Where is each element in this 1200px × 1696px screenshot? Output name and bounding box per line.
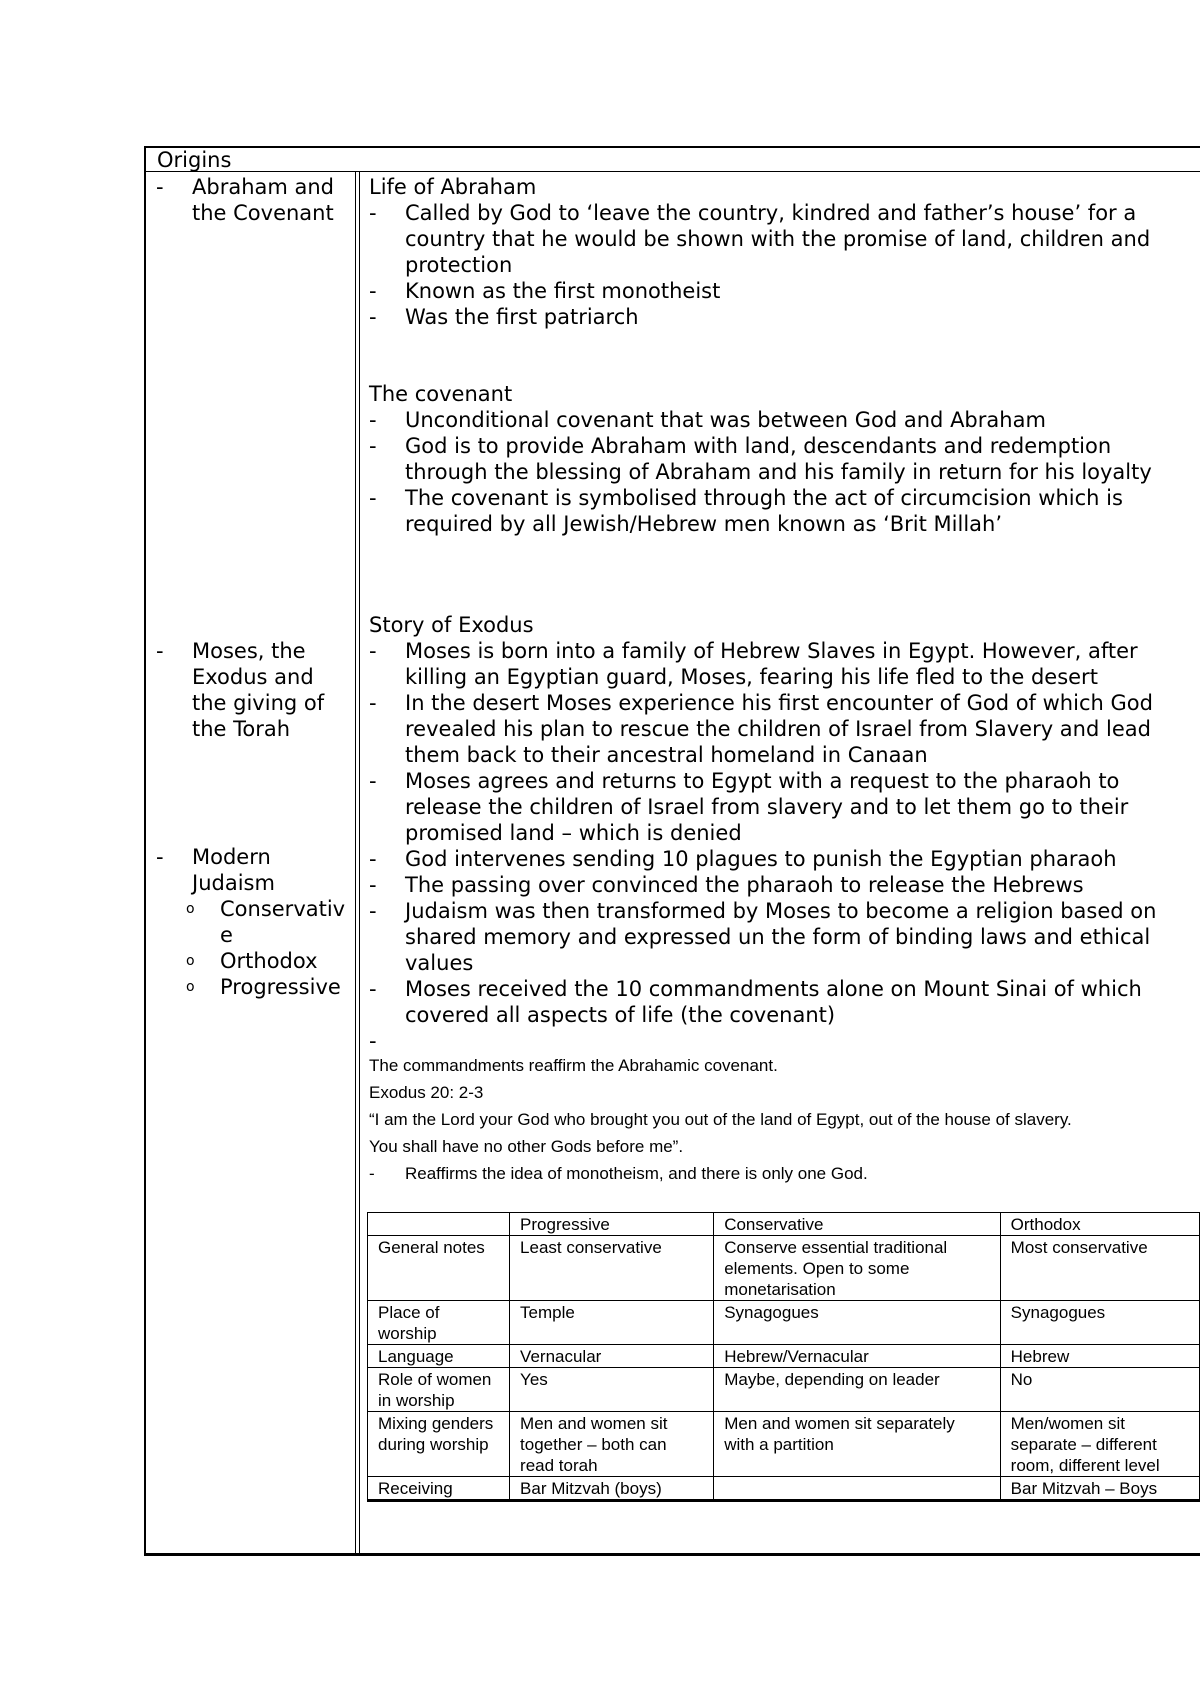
- exodus-bullet-3-line-1: Moses agrees and returns to Egypt with a request to the pharaoh to: [405, 769, 1120, 793]
- bullet-dash: -: [369, 769, 377, 793]
- table-row-divider: [144, 171, 1200, 172]
- bullet-dash: -: [369, 639, 377, 663]
- table-border-top: [144, 146, 1200, 148]
- table-row: [368, 1345, 1200, 1368]
- exodus-bullet-6-line-1: Judaism was then transformed by Moses to become a religion based on: [405, 899, 1157, 923]
- table-cell: [714, 1477, 1000, 1501]
- bullet-dash: -: [369, 201, 377, 225]
- exodus-bullet-1-line-2: killing an Egyptian guard, Moses, fearing his life fled to the desert: [405, 665, 1098, 689]
- bullet-dash: -: [369, 847, 377, 871]
- table-cell: Conserve essential traditional elements. Open to some monetarisation: [714, 1236, 1000, 1301]
- table-cell: General notes: [368, 1236, 510, 1301]
- bullet-dash: -: [369, 434, 377, 458]
- table-cell: Hebrew: [1000, 1345, 1199, 1368]
- bullet-dash: -: [369, 1164, 375, 1183]
- heading-covenant: The covenant: [369, 382, 513, 406]
- covenant-bullet-2-line-2: through the blessing of Abraham and his family in return for his loyalty: [405, 460, 1152, 484]
- sub-topic-progressive: Progressive: [220, 975, 341, 999]
- exodus-bullet-6-line-3: values: [405, 951, 474, 975]
- topic-abraham: Abraham and the Covenant: [192, 175, 335, 225]
- table-header-progressive: Progressive: [510, 1213, 714, 1236]
- bullet-dash: -: [369, 279, 377, 303]
- abraham-bullet-1-line-3: protection: [405, 253, 513, 277]
- exodus-bullet-6-line-2: shared memory and expressed un the form of binding laws and ethical: [405, 925, 1151, 949]
- bullet-dash: -: [369, 691, 377, 715]
- heading-exodus: Story of Exodus: [369, 613, 534, 637]
- bullet-dash-empty: -: [369, 1029, 377, 1053]
- comparison-table: [367, 1212, 1200, 1502]
- sub-bullet-icon: o: [186, 901, 195, 917]
- table-cell: Men/women sit separate – different room, different level: [1000, 1412, 1199, 1477]
- bullet-dash: -: [369, 486, 377, 510]
- exodus-bullet-2-line-3: them back to their ancestral homeland in Canaan: [405, 743, 928, 767]
- sub-topic-conservative: Conservative: [220, 897, 346, 947]
- table-cell: Bar Mitzvah – Boys: [1000, 1477, 1199, 1501]
- commandments-bullet: Reaffirms the idea of monotheism, and there is only one God.: [405, 1164, 868, 1183]
- bullet-dash: -: [369, 977, 377, 1001]
- exodus-bullet-2-line-2: revealed his plan to rescue the children of Israel from Slavery and lead: [405, 717, 1151, 741]
- covenant-bullet-1: Unconditional covenant that was between God and Abraham: [405, 408, 1046, 432]
- left-dash-2: -: [156, 639, 164, 663]
- table-cell: Place of worship: [368, 1301, 510, 1345]
- commandments-line-2: Exodus 20: 2-3: [369, 1083, 484, 1102]
- abraham-bullet-2: Known as the first monotheist: [405, 279, 721, 303]
- abraham-bullet-3: Was the first patriarch: [405, 305, 639, 329]
- table-header-cell: [368, 1213, 510, 1236]
- bullet-dash: -: [369, 899, 377, 923]
- table-cell: Yes: [510, 1368, 714, 1412]
- abraham-bullet-1-line-1: Called by God to ‘leave the country, kindred and father’s house’ for a: [405, 201, 1137, 225]
- exodus-bullet-5: The passing over convinced the pharaoh to release the Hebrews: [405, 873, 1084, 897]
- table-header-row: [368, 1213, 1200, 1236]
- covenant-bullet-2-line-1: God is to provide Abraham with land, descendants and redemption: [405, 434, 1112, 458]
- table-cell: Language: [368, 1345, 510, 1368]
- table-row: [368, 1236, 1200, 1301]
- table-column-divider-double: [359, 171, 360, 1554]
- table-border-bottom: [144, 1553, 1200, 1556]
- table-cell: Temple: [510, 1301, 714, 1345]
- table-row: [368, 1368, 1200, 1412]
- table-cell: Hebrew/Vernacular: [714, 1345, 1000, 1368]
- table-column-divider: [355, 171, 356, 1554]
- sub-bullet-icon: o: [186, 953, 195, 969]
- left-dash-1: -: [156, 175, 164, 199]
- table-cell: Mixing genders during worship: [368, 1412, 510, 1477]
- exodus-bullet-2-line-1: In the desert Moses experience his first encounter of God of which God: [405, 691, 1153, 715]
- bullet-dash: -: [369, 408, 377, 432]
- abraham-bullet-1-line-2: country that he would be shown with the promise of land, children and: [405, 227, 1151, 251]
- table-header-conservative: Conservative: [714, 1213, 1000, 1236]
- table-cell: Bar Mitzvah (boys): [510, 1477, 714, 1501]
- sub-bullet-icon: o: [186, 979, 195, 995]
- commandments-quote-2: You shall have no other Gods before me”.: [369, 1137, 684, 1156]
- exodus-bullet-3-line-2: release the children of Israel from slavery and to let them go to their: [405, 795, 1129, 819]
- table-row: [368, 1301, 1200, 1345]
- exodus-bullet-4: God intervenes sending 10 plagues to punish the Egyptian pharaoh: [405, 847, 1117, 871]
- table-cell: No: [1000, 1368, 1199, 1412]
- heading-life-of-abraham: Life of Abraham: [369, 175, 537, 199]
- table-cell: Vernacular: [510, 1345, 714, 1368]
- exodus-bullet-7-line-2: covered all aspects of life (the covenant): [405, 1003, 836, 1027]
- table-cell: Receiving: [368, 1477, 510, 1501]
- exodus-bullet-7-line-1: Moses received the 10 commandments alone on Mount Sinai of which: [405, 977, 1142, 1001]
- topic-modern-judaism: Modern Judaism: [192, 845, 275, 895]
- covenant-bullet-3-line-1: The covenant is symbolised through the act of circumcision which is: [405, 486, 1123, 510]
- table-cell: Synagogues: [1000, 1301, 1199, 1345]
- table-header-orthodox: Orthodox: [1000, 1213, 1199, 1236]
- covenant-bullet-3-line-2: required by all Jewish/Hebrew men known as ‘Brit Millah’: [405, 512, 1003, 536]
- exodus-bullet-3-line-3: promised land – which is denied: [405, 821, 742, 845]
- table-row: [368, 1477, 1200, 1501]
- left-dash-3: -: [156, 845, 164, 869]
- topic-moses: Moses, the Exodus and the giving of the Torah: [192, 639, 325, 741]
- table-cell: Synagogues: [714, 1301, 1000, 1345]
- table-cell: Maybe, depending on leader: [714, 1368, 1000, 1412]
- table-cell: Role of women in worship: [368, 1368, 510, 1412]
- table-cell: Men and women sit together – both can read torah: [510, 1412, 714, 1477]
- table-cell: Most conservative: [1000, 1236, 1199, 1301]
- commandments-line-1: The commandments reaffirm the Abrahamic covenant.: [369, 1056, 778, 1075]
- section-title: Origins: [157, 148, 232, 172]
- exodus-bullet-1-line-1: Moses is born into a family of Hebrew Slaves in Egypt. However, after: [405, 639, 1138, 663]
- table-border-left: [144, 146, 146, 1555]
- table-cell: Men and women sit separately with a partition: [714, 1412, 1000, 1477]
- sub-topic-orthodox: Orthodox: [220, 949, 318, 973]
- bullet-dash: -: [369, 873, 377, 897]
- commandments-quote-1: “I am the Lord your God who brought you out of the land of Egypt, out of the house of slavery.: [369, 1110, 1072, 1129]
- table-row: [368, 1412, 1200, 1477]
- table-cell: Least conservative: [510, 1236, 714, 1301]
- bullet-dash: -: [369, 305, 377, 329]
